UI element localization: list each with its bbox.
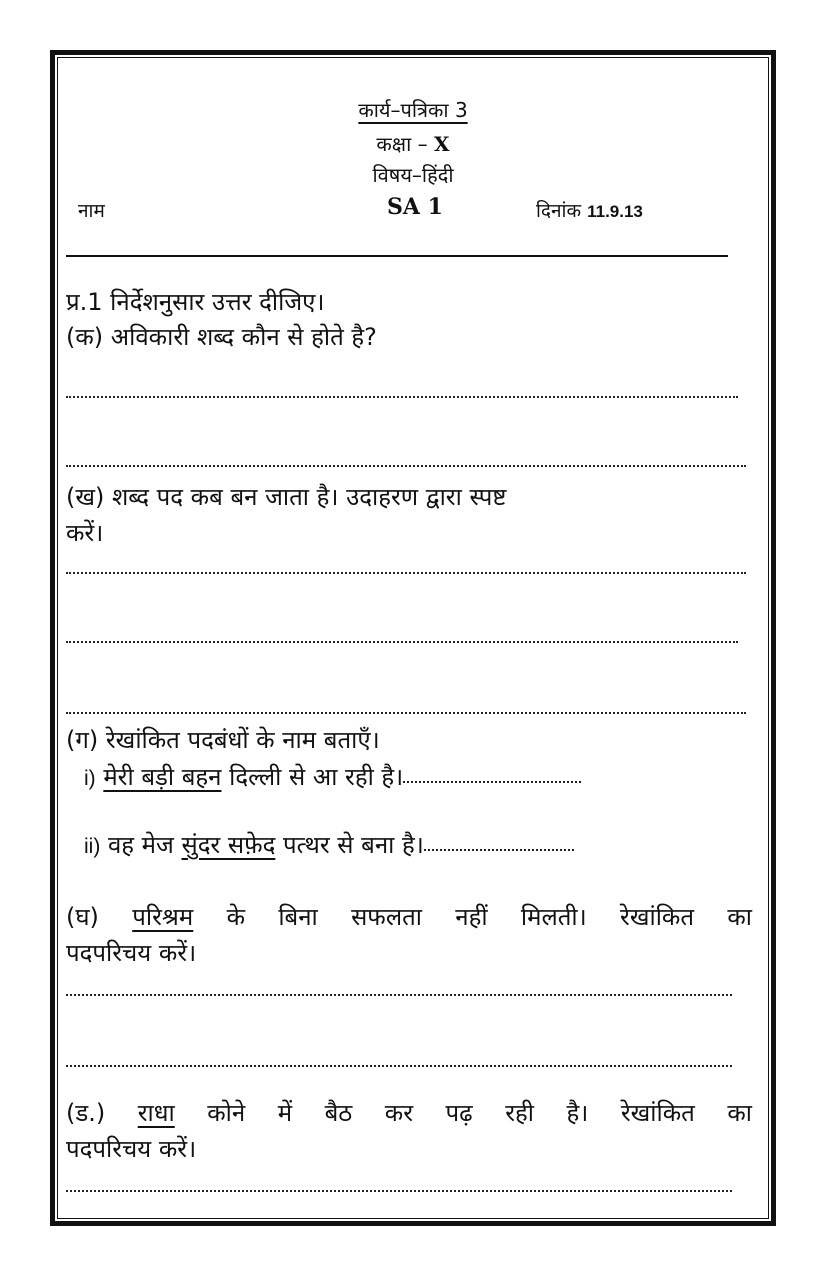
answer-line[interactable] bbox=[66, 465, 746, 467]
question-nga: (ड.) राधा कोने में बैठ कर पढ़ रही है। रेखांकित का bbox=[66, 1099, 752, 1127]
name-label: नाम bbox=[78, 200, 105, 222]
question-ka: (क) अविकारी शब्द कौन से होते है? bbox=[66, 323, 377, 351]
date-label: दिनांक 11.9.13 bbox=[536, 200, 643, 222]
page-border-inner bbox=[57, 57, 769, 1219]
subject-line: विषय–हिंदी bbox=[372, 163, 454, 187]
answer-line[interactable] bbox=[66, 641, 738, 643]
question-gha: (घ) परिश्रम के बिना सफलता नहीं मिलती। रेखांकित का bbox=[66, 903, 752, 931]
question-ga: (ग) रेखांकित पदबंधों के नाम बताएँ। bbox=[66, 726, 380, 754]
answer-line[interactable] bbox=[66, 396, 738, 398]
underlined-phrase: सुंदर सफ़ेद bbox=[181, 831, 276, 859]
question-ga-part-ii: ii) वह मेज सुंदर सफ़ेद पत्थर से बना है। bbox=[84, 828, 574, 861]
answer-line[interactable] bbox=[66, 572, 746, 574]
question-ga-part-i: i) मेरी बड़ी बहन दिल्ली से आ रही है। bbox=[84, 760, 581, 793]
answer-line[interactable] bbox=[66, 712, 746, 714]
answer-blank[interactable] bbox=[403, 781, 581, 783]
answer-line[interactable] bbox=[66, 1190, 732, 1192]
exam-code: SA 1 bbox=[387, 194, 443, 220]
answer-blank[interactable] bbox=[424, 849, 574, 851]
answer-line[interactable] bbox=[66, 994, 732, 996]
question-kha-continued: करें। bbox=[66, 519, 104, 547]
worksheet-title: कार्य–पत्रिका 3 bbox=[358, 98, 468, 122]
underlined-word: परिश्रम bbox=[132, 903, 194, 931]
header-divider bbox=[66, 255, 728, 257]
question-kha: (ख) शब्द पद कब बन जाता है। उदाहरण द्वारा स्पष्ट bbox=[66, 483, 507, 511]
question-nga-continued: पदपरिचय करें। bbox=[66, 1135, 197, 1163]
underlined-word: राधा bbox=[137, 1099, 175, 1127]
answer-line[interactable] bbox=[66, 1065, 732, 1067]
underlined-phrase: मेरी बड़ी बहन bbox=[103, 763, 222, 791]
question-gha-continued: पदपरिचय करें। bbox=[66, 939, 197, 967]
question-1-heading: प्र.1 निर्देशनुसार उत्तर दीजिए। bbox=[66, 288, 325, 316]
class-line: कक्षा – X bbox=[376, 132, 450, 156]
